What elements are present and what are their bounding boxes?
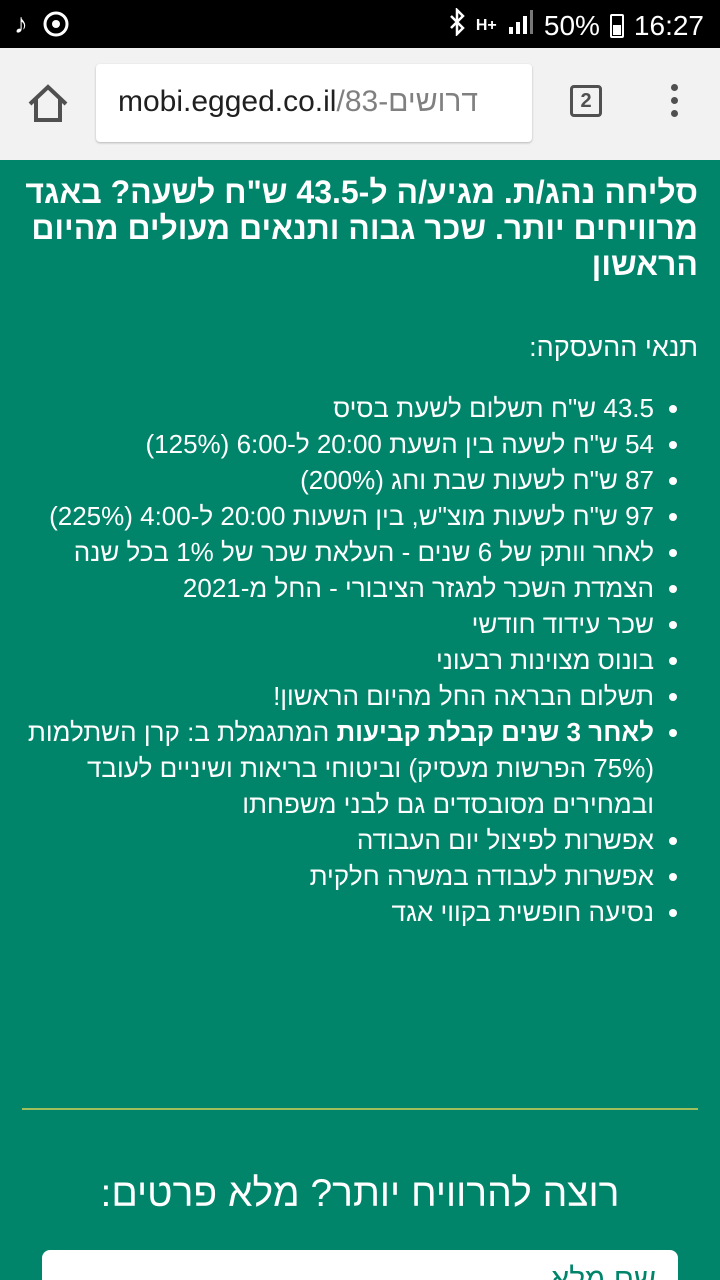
page-headline: סליחה נהג/ת. מגיע/ה ל-43.5 ש"ח לשעה? באגד מרוויחים יותר. שכר גבוה ותנאים מעולים מהיום הראשון bbox=[25, 174, 698, 282]
section-divider bbox=[22, 1108, 698, 1110]
network-type: H+ bbox=[475, 16, 497, 34]
browser-toolbar bbox=[0, 48, 720, 160]
list-item: • 87 ש"ח לשעות שבת וחג (200%) bbox=[18, 462, 654, 498]
full-name-field[interactable] bbox=[42, 1250, 678, 1280]
status-bar bbox=[0, 0, 720, 48]
list-item: • שכר עידוד חודשי bbox=[18, 606, 654, 642]
list-item: • 97 ש"ח לשעות מוצ"ש, בין השעות 20:00 ל-4:00 (225%) bbox=[18, 498, 654, 534]
list-item: • אפשרות לעבודה במשרה חלקית bbox=[18, 858, 654, 894]
sync-circle-icon bbox=[42, 8, 70, 45]
bluetooth-icon bbox=[448, 8, 466, 43]
url-path: /דרושים-83 bbox=[336, 85, 479, 118]
tab-switcher-button[interactable]: 2 bbox=[570, 85, 602, 117]
list-item: • לאחר וותק של 6 שנים - העלאת שכר של 1% בכל שנה bbox=[18, 534, 654, 570]
clock: 16:27 bbox=[633, 9, 704, 41]
dot-icon bbox=[671, 84, 678, 91]
list-item: • 54 ש"ח לשעה בין השעת 20:00 ל-6:00 (125%) bbox=[18, 426, 654, 462]
overflow-menu-button[interactable] bbox=[664, 84, 684, 124]
system-status bbox=[448, 8, 704, 43]
list-item: • 43.5 ש"ח תשלום לשעת בסיס bbox=[18, 390, 654, 426]
battery-icon bbox=[610, 14, 624, 38]
address-bar[interactable] bbox=[96, 64, 532, 142]
battery-percent: 50% bbox=[543, 9, 600, 41]
url-domain: mobi.egged.co.il bbox=[118, 85, 337, 118]
list-item: • בונוס מצוינות רבעוני bbox=[18, 642, 654, 678]
dot-icon bbox=[671, 110, 678, 117]
music-note-icon: ♪ bbox=[14, 8, 28, 39]
home-icon bbox=[26, 82, 70, 126]
list-item bbox=[18, 714, 654, 822]
list-item: • הצמדת השכר למגזר הציבורי - החל מ-2021 bbox=[18, 570, 654, 606]
page-content bbox=[0, 160, 720, 1280]
benefits-list bbox=[18, 390, 698, 930]
dot-icon bbox=[671, 97, 678, 104]
list-item: • אפשרות לפיצול יום העבודה bbox=[18, 822, 654, 858]
tenure-bold-prefix: לאחר 3 שנים קבלת קביעות bbox=[336, 717, 654, 747]
signal-icon bbox=[508, 9, 534, 42]
home-button[interactable] bbox=[26, 82, 70, 126]
terms-title: תנאי ההעסקה: bbox=[529, 332, 698, 362]
cta-title: רוצה להרוויח יותר? מלא פרטים: bbox=[100, 1172, 620, 1215]
tenure-benefit-text: המתגמלת ב: קרן השתלמות (75% הפרשות מעסיק) וביטוחי בריאות ושיניים לעובד ובמחירים מסובסדים גם לבני משפחתו bbox=[27, 717, 654, 819]
notification-icons bbox=[14, 8, 70, 45]
list-item: • תשלום הבראה החל מהיום הראשון! bbox=[18, 678, 654, 714]
list-item: • נסיעה חופשית בקווי אגד bbox=[18, 894, 654, 930]
url-text bbox=[118, 84, 478, 120]
